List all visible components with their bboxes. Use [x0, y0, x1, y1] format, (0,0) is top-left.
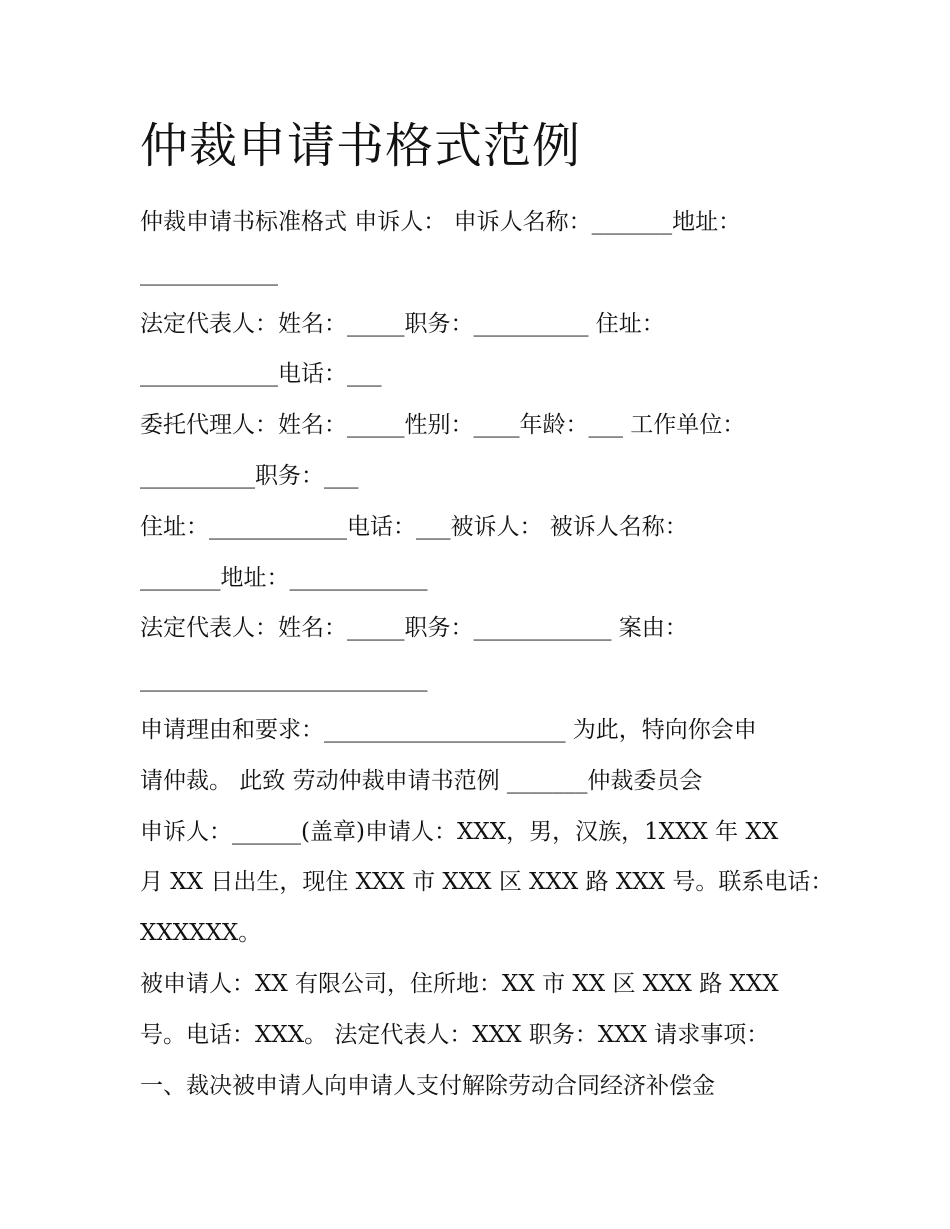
body-line-9: 法定代表人：姓名：_____职务：____________ 案由： — [140, 615, 688, 642]
document-body — [140, 197, 834, 1111]
body-line-17: 号。电话：XXX。 法定代表人：XXX 职务：XXX 请求事项： — [140, 1021, 770, 1048]
body-line-5: 委托代理人：姓名：_____性别：____年龄：___ 工作单位： — [140, 412, 746, 439]
body-line-8: _______地址：____________ — [140, 564, 428, 591]
body-line-12: 请仲裁。 此致 劳动仲裁申请书范例 _______仲裁委员会 — [140, 767, 703, 794]
body-line-16: 被申请人：XX 有限公司，住所地：XX 市 XX 区 XXX 路 XXX — [140, 970, 779, 997]
body-line-7: 住址：____________电话：___被诉人： 被诉人名称： — [140, 513, 688, 540]
body-line-13: 申诉人：______(盖章)申请人：XXX，男，汉族，1XXX 年 XX — [140, 818, 779, 845]
body-line-11: 申请理由和要求：_____________________ 为此，特向你会申 — [140, 716, 757, 743]
body-line-6: __________职务：___ — [140, 462, 359, 489]
body-line-1: 仲裁申请书标准格式 申诉人： 申诉人名称：_______地址： — [140, 209, 742, 235]
body-line-15: XXXXXX。 — [140, 920, 262, 947]
body-line-2: ____________ — [140, 259, 278, 286]
body-line-3: 法定代表人：姓名：_____职务：__________ 住址： — [140, 310, 665, 337]
body-line-10: _________________________ — [140, 666, 428, 693]
body-line-18: 一、裁决被申请人向申请人支付解除劳动合同经济补偿金 — [140, 1072, 715, 1099]
document-title: 仲裁申请书格式范例 — [140, 118, 582, 174]
body-line-14: 月 XX 日出生，现住 XXX 市 XXX 区 XXX 路 XXX 号。联系电话： — [140, 869, 834, 896]
body-line-4: ____________电话：___ — [140, 361, 382, 388]
